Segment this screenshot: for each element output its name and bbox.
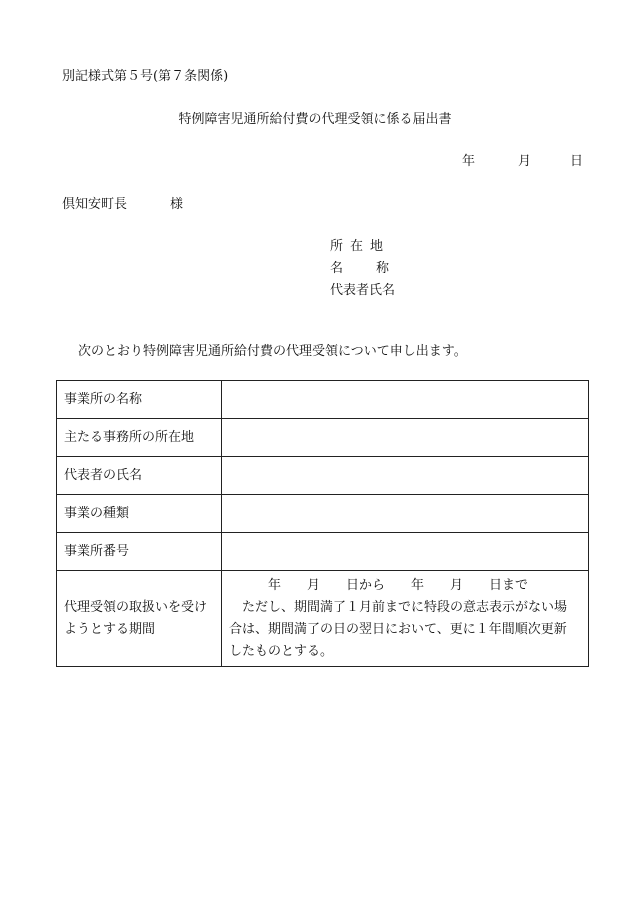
main-office-address-field[interactable] xyxy=(222,419,589,457)
period-note-line: ただし、期間満了１月前までに特段の意志表示がない場 xyxy=(229,599,568,615)
table-row xyxy=(57,495,589,533)
sender-location-label: 所在地 xyxy=(330,239,391,254)
office-number-field[interactable] xyxy=(222,533,589,571)
row-label-office-name: 事業所の名称 xyxy=(57,381,222,419)
business-type-field[interactable] xyxy=(222,495,589,533)
table-row xyxy=(57,419,589,457)
row-label-office-number: 事業所番号 xyxy=(57,533,222,571)
office-name-field[interactable] xyxy=(222,381,589,419)
period-note-line: したものとする。 xyxy=(229,643,334,659)
date-year-label: 年 xyxy=(462,154,476,169)
period-field[interactable] xyxy=(222,571,589,667)
row-label-period xyxy=(57,571,222,667)
document-title: 特例障害児通所給付費の代理受領に係る届出書 xyxy=(178,112,452,127)
period-range-line: 年 月 日から 年 月 日まで xyxy=(229,577,529,593)
table-row xyxy=(57,571,589,667)
addressee-name: 倶知安町長 xyxy=(62,197,128,212)
row-label-business-type: 事業の種類 xyxy=(57,495,222,533)
period-label-line: ようとする期間 xyxy=(64,621,156,637)
form-number: 別記様式第５号(第７条関係) xyxy=(62,69,229,84)
sender-name-label: 名称 xyxy=(330,261,423,276)
date-month-label: 月 xyxy=(518,154,532,169)
statement-text: 次のとおり特例障害児通所給付費の代理受領について申し出ます。 xyxy=(78,344,467,359)
row-label-representative-name: 代表者の氏名 xyxy=(57,457,222,495)
addressee-honorific: 様 xyxy=(170,197,184,212)
table-row xyxy=(57,533,589,571)
representative-name-field[interactable] xyxy=(222,457,589,495)
form-table xyxy=(56,380,589,667)
period-label-line: 代理受領の取扱いを受け xyxy=(64,599,208,615)
table-row xyxy=(57,457,589,495)
sender-representative-label: 代表者氏名 xyxy=(330,283,396,298)
period-note-line: 合は、期間満了の日の翌日において、更に１年間順次更新 xyxy=(229,621,567,637)
date-day-label: 日 xyxy=(570,154,584,169)
addressee xyxy=(62,193,183,212)
row-label-main-office-address: 主たる事務所の所在地 xyxy=(57,419,222,457)
table-row xyxy=(57,381,589,419)
